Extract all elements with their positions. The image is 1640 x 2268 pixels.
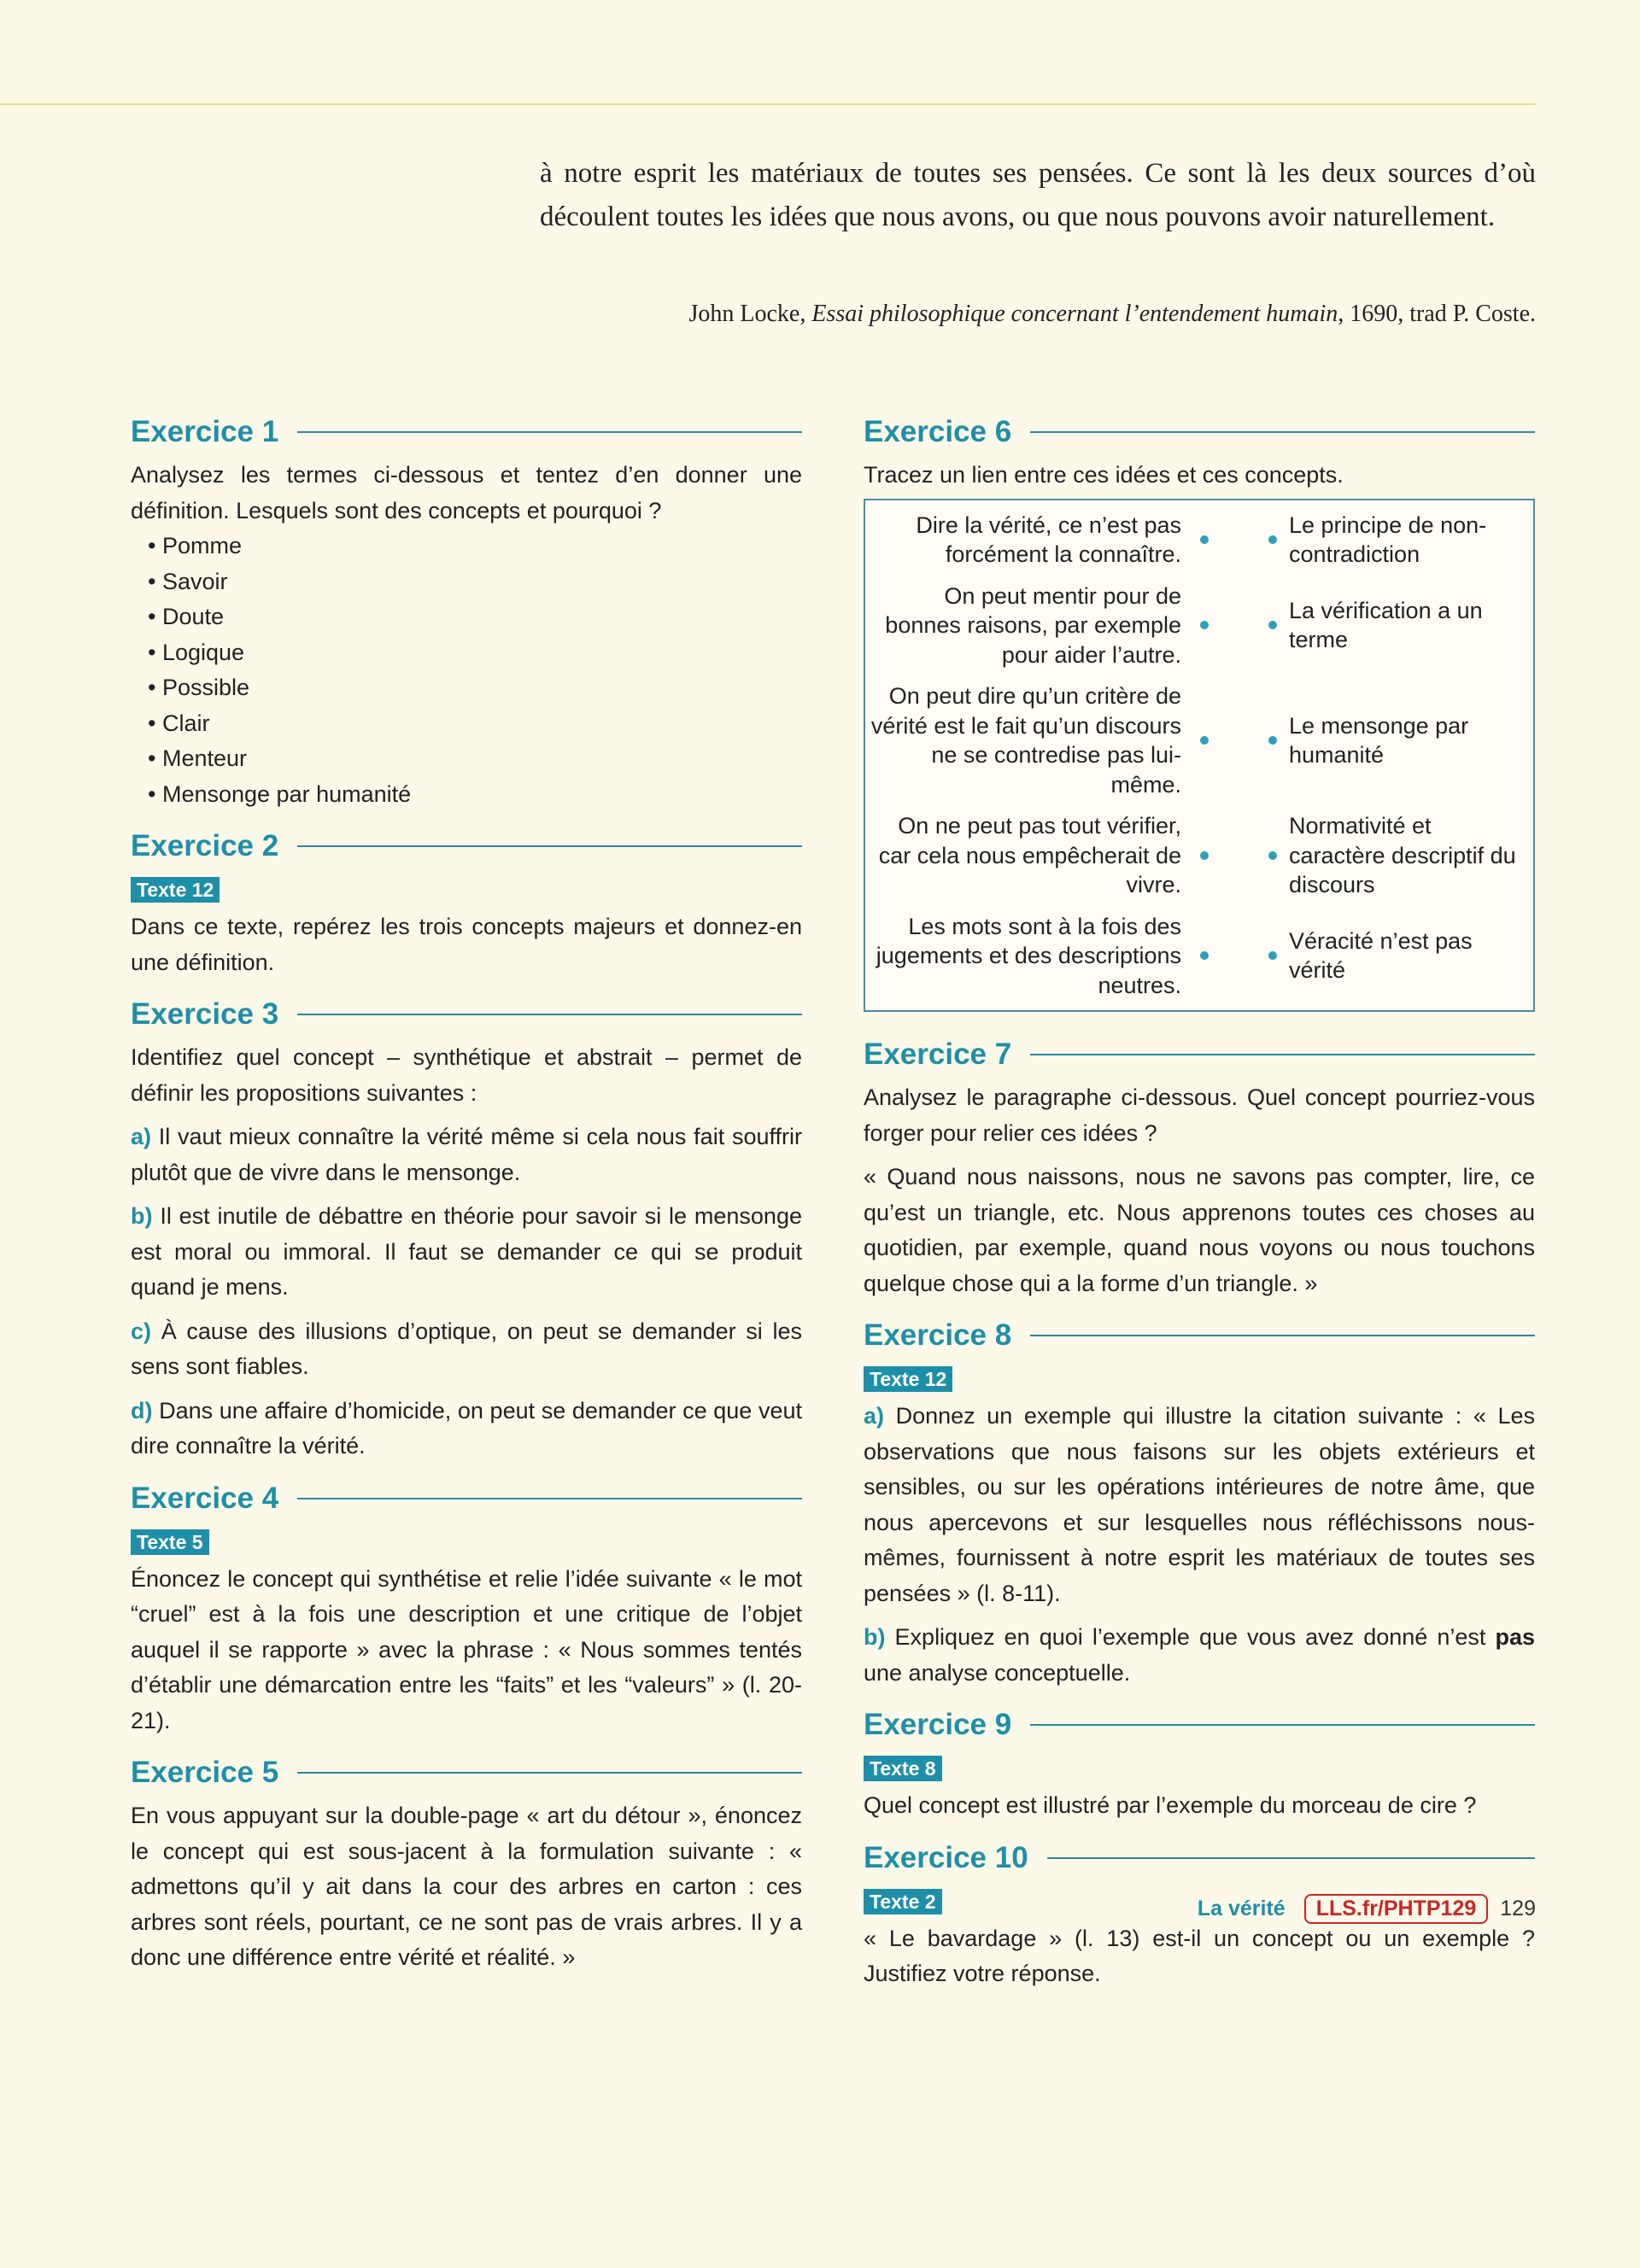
item-label: d) bbox=[131, 1397, 153, 1423]
left-column bbox=[131, 401, 802, 1984]
lls-link[interactable]: LLS.fr/PHTP129 bbox=[1304, 1894, 1489, 1924]
exercise-8-text-tag: Texte 12 bbox=[864, 1366, 952, 1392]
attribution-details: , 1690, trad P. Coste. bbox=[1338, 301, 1536, 327]
exercise-8-title: Exercice 8 bbox=[864, 1318, 1012, 1353]
exercise-7-header bbox=[864, 1029, 1535, 1080]
idea-connector-dot[interactable] bbox=[1200, 621, 1209, 629]
exercise-1-title: Exercice 1 bbox=[131, 415, 279, 449]
exercise-3-item-b bbox=[131, 1199, 802, 1306]
term-item: • Menteur bbox=[148, 741, 802, 777]
term-item: • Logique bbox=[148, 635, 802, 671]
exercise-2-text-tag: Texte 12 bbox=[131, 877, 220, 903]
term-item: • Pomme bbox=[148, 529, 802, 564]
concept-connector-dot[interactable] bbox=[1268, 621, 1277, 629]
exercise-1-header bbox=[131, 406, 802, 458]
exercise-4-title: Exercice 4 bbox=[131, 1481, 279, 1515]
idea-item: Dire la vérité, ce n’est pas forcément la connaître. bbox=[916, 511, 1181, 567]
match-row bbox=[865, 912, 1533, 1001]
exercise-1-rule bbox=[297, 431, 802, 433]
concept-item: Le principe de non-contradiction bbox=[1289, 511, 1487, 567]
exercise-9-title: Exercice 9 bbox=[864, 1708, 1012, 1742]
idea-connector-dot[interactable] bbox=[1200, 951, 1209, 960]
item-text: Expliquez en quoi l’exemple que vous avez donné n’est bbox=[885, 1624, 1496, 1650]
exercise-9-text: Quel concept est illustré par l’exemple du morceau de cire ? bbox=[864, 1792, 1477, 1818]
exercise-3-item-a bbox=[131, 1119, 802, 1190]
exercise-1-terms bbox=[131, 529, 802, 812]
exercise-9-text-tag: Texte 8 bbox=[864, 1756, 942, 1781]
exercise-2-text: Dans ce texte, repérez les trois concepts majeurs et donnez-en une définition. bbox=[131, 914, 802, 975]
intro-text: à notre esprit les matériaux de toutes ses pensées. Ce sont là les deux sources d’où découlent toutes les idées que nous avons, ou que nous pouvons avoir naturellement. bbox=[540, 158, 1536, 232]
exercise-8-header bbox=[864, 1310, 1535, 1361]
exercise-5-text: En vous appuyant sur la double-page « art du détour », énoncez le concept qui est sous-jacent à la formulation suivante : « admettons qu’il y ait dans la cour des arbres en carton : ces arbres sont réels, pourtant, ce ne sont pas de vrais arbres. Il y a donc une différence entre vérité et réalité. » bbox=[131, 1803, 802, 1970]
term-item: • Savoir bbox=[148, 564, 802, 600]
exercise-6-rule bbox=[1030, 431, 1535, 433]
term-item: • Doute bbox=[148, 599, 802, 635]
item-label: a) bbox=[864, 1403, 885, 1429]
exercise-4-text: Énoncez le concept qui synthétise et relie l’idée suivante « le mot “cruel” est à la fois une description et une critique de l’objet auquel il se rapporte » avec la phrase : « Nous sommes tentés d’établir une démarcation entre les “faits” et les “valeurs” » (l. 20-21). bbox=[131, 1565, 802, 1733]
concept-item: Normativité et caractère descriptif du discours bbox=[1289, 813, 1516, 897]
idea-item: Les mots sont à la fois des jugements et des descriptions neutres. bbox=[876, 913, 1181, 998]
idea-item: On peut mentir pour de bonnes raisons, par exemple pour aider l’autre. bbox=[885, 582, 1181, 668]
attribution-work: Essai philosophique concernant l’entendement humain bbox=[811, 301, 1338, 327]
page-footer bbox=[1198, 1894, 1536, 1924]
item-text-end: une analyse conceptuelle. bbox=[864, 1659, 1131, 1686]
exercise-6-text: Tracez un lien entre ces idées et ces concepts. bbox=[864, 462, 1344, 488]
top-rule bbox=[0, 103, 1536, 105]
exercise-3-title: Exercice 3 bbox=[131, 997, 279, 1032]
exercise-2-rule bbox=[297, 845, 802, 847]
item-text: Il est inutile de débattre en théorie pour savoir si le mensonge est moral ou immoral. Il faut se demander ce qui se produit quand je mens. bbox=[131, 1203, 802, 1300]
exercise-7-rule bbox=[1030, 1054, 1535, 1055]
exercise-3-header bbox=[131, 989, 802, 1040]
exercise-3-item-c bbox=[131, 1314, 802, 1385]
item-text: Il vaut mieux connaître la vérité même si cela nous fait souffrir plutôt que de vivre dans le mensonge. bbox=[131, 1124, 802, 1185]
right-column bbox=[864, 401, 1535, 2001]
exercise-5-title: Exercice 5 bbox=[131, 1756, 279, 1790]
item-label: b) bbox=[864, 1624, 886, 1650]
page-number: 129 bbox=[1500, 1897, 1536, 1920]
exercise-8-rule bbox=[1030, 1335, 1535, 1336]
exercise-9-header bbox=[864, 1699, 1535, 1751]
concept-item: La vérification a un terme bbox=[1289, 597, 1483, 653]
concept-item: Le mensonge par humanité bbox=[1289, 712, 1469, 768]
exercise-10-header bbox=[864, 1833, 1535, 1884]
exercise-7-title: Exercice 7 bbox=[864, 1038, 1012, 1072]
exercise-9-rule bbox=[1030, 1724, 1535, 1726]
term-item: • Mensonge par humanité bbox=[148, 777, 802, 813]
exercise-7-text: Analysez le paragraphe ci-dessous. Quel concept pourriez-vous forger pour relier ces idées ? bbox=[864, 1084, 1535, 1146]
term-item: • Possible bbox=[148, 670, 802, 706]
item-text: Dans une affaire d’homicide, on peut se demander ce que veut dire connaître la vérité. bbox=[131, 1397, 802, 1458]
item-label: c) bbox=[131, 1318, 152, 1344]
exercise-6-header bbox=[864, 406, 1535, 458]
idea-item: On peut dire qu’un critère de vérité est le fait qu’un discours ne se contredise pas lui-même. bbox=[870, 683, 1181, 798]
item-text: À cause des illusions d’optique, on peut se demander si les sens sont fiables. bbox=[131, 1318, 802, 1379]
idea-connector-dot[interactable] bbox=[1200, 736, 1209, 745]
exercise-5-rule bbox=[297, 1772, 802, 1774]
concept-connector-dot[interactable] bbox=[1268, 851, 1277, 860]
concept-connector-dot[interactable] bbox=[1268, 535, 1277, 544]
match-row bbox=[865, 511, 1533, 570]
item-label: b) bbox=[131, 1203, 153, 1229]
quote-attribution bbox=[688, 301, 1536, 328]
match-row bbox=[865, 582, 1533, 670]
idea-connector-dot[interactable] bbox=[1200, 535, 1209, 544]
exercise-8-item-a bbox=[864, 1399, 1535, 1611]
exercise-2-title: Exercice 2 bbox=[131, 829, 279, 863]
intro-quote bbox=[540, 152, 1536, 239]
exercise-3-intro: Identifiez quel concept – synthétique et abstrait – permet de définir les propositions suivantes : bbox=[131, 1044, 802, 1106]
concept-connector-dot[interactable] bbox=[1268, 951, 1277, 960]
matching-box bbox=[864, 499, 1535, 1013]
exercise-5-header bbox=[131, 1747, 802, 1798]
exercise-4-header bbox=[131, 1473, 802, 1524]
exercise-10-title: Exercice 10 bbox=[864, 1840, 1028, 1874]
item-text: Donnez un exemple qui illustre la citation suivante : « Les observations que nous faisons sur les objets extérieurs et sensibles, ou sur les opérations intérieures de notre âme, que nous apercevons et sur lesquelles nous réfléchissons nous-mêmes, fournissent à notre esprit les matériaux de toutes ses pensées » (l. 8-11). bbox=[864, 1403, 1535, 1606]
item-label: a) bbox=[131, 1124, 152, 1149]
exercise-7-quote: « Quand nous naissons, nous ne savons pas compter, lire, ce qu’est un triangle, etc. Nous apprenons toutes ces choses au quotidien, par exemple, quand nous voyons ou nous touchons quelque chose qui a la forme d’un triangle. » bbox=[864, 1164, 1535, 1296]
exercise-4-rule bbox=[297, 1498, 802, 1499]
exercise-1-text: Analysez les termes ci-dessous et tentez d’en donner une définition. Lesquels sont des concepts et pourquoi ? bbox=[131, 462, 802, 523]
idea-item: On ne peut pas tout vérifier, car cela nous empêcherait de vivre. bbox=[878, 813, 1181, 897]
match-row bbox=[865, 681, 1533, 799]
exercise-3-item-d bbox=[131, 1394, 802, 1464]
exercise-6-title: Exercice 6 bbox=[864, 415, 1012, 449]
attribution-author: John Locke, bbox=[688, 301, 812, 327]
match-row bbox=[865, 811, 1533, 900]
exercise-3-rule bbox=[297, 1014, 802, 1015]
term-item: • Clair bbox=[148, 706, 802, 742]
item-emphasis: pas bbox=[1495, 1624, 1535, 1650]
idea-connector-dot[interactable] bbox=[1200, 851, 1209, 860]
exercise-4-text-tag: Texte 5 bbox=[131, 1529, 209, 1555]
exercise-8-item-b bbox=[864, 1620, 1535, 1691]
exercise-10-rule bbox=[1047, 1857, 1535, 1859]
exercise-10-text-tag: Texte 2 bbox=[864, 1889, 942, 1914]
chapter-name: La vérité bbox=[1197, 1897, 1286, 1920]
concept-connector-dot[interactable] bbox=[1268, 736, 1277, 745]
exercise-10-text: « Le bavardage » (l. 13) est-il un concept ou un exemple ? Justifiez votre réponse. bbox=[864, 1925, 1535, 1986]
concept-item: Véracité n’est pas vérité bbox=[1289, 927, 1473, 984]
exercise-2-header bbox=[131, 821, 802, 872]
